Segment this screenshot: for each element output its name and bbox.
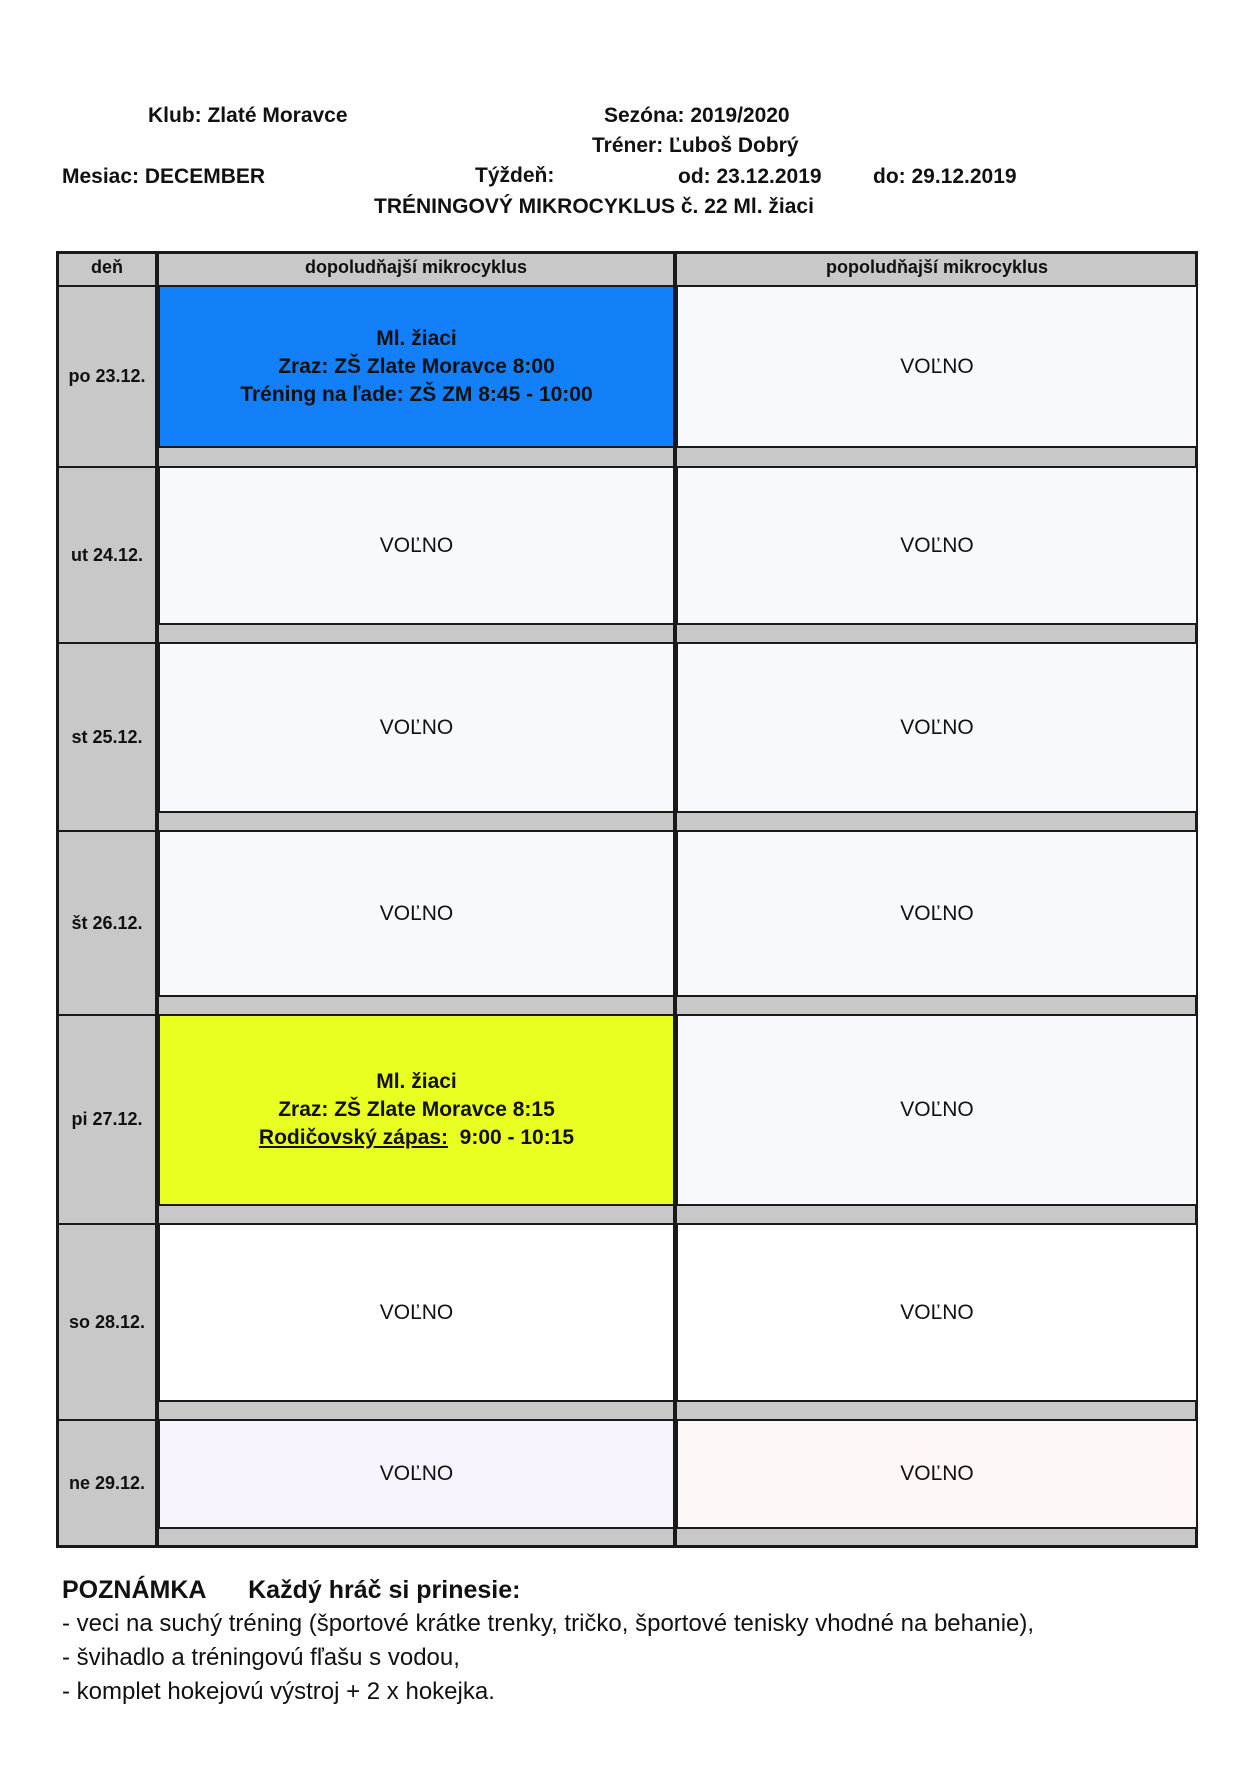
free-label: VOĽNO <box>379 1462 454 1485</box>
morning-cell <box>158 1223 675 1402</box>
free-label: VOĽNO <box>900 354 974 378</box>
col-header-afternoon: popoludňajší mikrocyklus <box>679 254 1195 280</box>
afternoon-cell <box>676 1419 1198 1529</box>
free-label: VOĽNO <box>900 1098 974 1121</box>
date-to: do: 29.12.2019 <box>873 165 1017 188</box>
match-info <box>259 1124 574 1152</box>
afternoon-cell <box>676 1223 1198 1402</box>
afternoon-cell <box>676 1014 1198 1206</box>
week-label: Týždeň: <box>475 164 555 187</box>
page-title: TRÉNINGOVÝ MIKROCYKLUS č. 22 Ml. žiaci <box>374 195 814 218</box>
day-cell: ut 24.12. <box>59 466 155 642</box>
free-label: VOĽNO <box>900 1300 974 1324</box>
day-cell: št 26.12. <box>59 830 155 1014</box>
group-label: Ml. žiaci <box>376 1070 457 1093</box>
day-cell: so 28.12. <box>59 1223 155 1419</box>
season-label: Sezóna: 2019/2020 <box>604 104 790 127</box>
afternoon-cell <box>676 285 1198 448</box>
morning-cell-match <box>158 1014 675 1206</box>
club-label: Klub: Zlaté Moravce <box>148 104 348 127</box>
month-label: Mesiac: DECEMBER <box>62 165 266 188</box>
coach-label: Tréner: Ľuboš Dobrý <box>592 134 799 157</box>
col-header-morning: dopoludňajší mikrocyklus <box>159 254 673 280</box>
group-label: Ml. žiaci <box>376 326 457 350</box>
day-cell: ne 29.12. <box>59 1419 155 1545</box>
note-subtitle: Každý hráč si prinesie: <box>248 1576 521 1604</box>
free-label: VOĽNO <box>900 901 974 925</box>
morning-cell <box>158 830 675 997</box>
note-line: - veci na suchý tréning (športové krátke trenky, tričko, športové tenisky vhodné na behanie), <box>62 1610 1035 1637</box>
note-line: - komplet hokejovú výstroj + 2 x hokejka. <box>62 1678 495 1705</box>
day-cell: pi 27.12. <box>59 1014 155 1223</box>
free-label: VOĽNO <box>379 715 454 739</box>
col-header-day: deň <box>59 254 155 280</box>
schedule-table <box>56 251 1198 1548</box>
free-label: VOĽNO <box>900 715 974 739</box>
match-time: 9:00 - 10:15 <box>459 1126 575 1149</box>
free-label: VOĽNO <box>900 1462 974 1485</box>
note-line: - švihadlo a tréningovú fľašu s vodou, <box>62 1644 460 1671</box>
morning-cell <box>158 466 675 625</box>
date-from: od: 23.12.2019 <box>678 165 822 188</box>
afternoon-cell <box>676 466 1198 625</box>
afternoon-cell <box>676 830 1198 997</box>
morning-cell <box>158 642 675 813</box>
meeting-info: Zraz: ZŠ Zlate Moravce 8:00 <box>278 354 555 378</box>
morning-cell-training <box>158 285 675 448</box>
ice-training-info: Tréning na ľade: ZŠ ZM 8:45 - 10:00 <box>240 382 593 406</box>
free-label: VOĽNO <box>379 1300 454 1324</box>
note-title: POZNÁMKA <box>62 1576 207 1604</box>
free-label: VOĽNO <box>379 901 454 925</box>
free-label: VOĽNO <box>379 533 454 557</box>
morning-cell <box>158 1419 675 1529</box>
match-label: Rodičovský zápas: <box>258 1126 448 1149</box>
afternoon-cell <box>676 642 1198 813</box>
day-cell: st 25.12. <box>59 642 155 830</box>
meeting-info: Zraz: ZŠ Zlate Moravce 8:15 <box>278 1098 555 1121</box>
note-heading <box>62 1576 520 1605</box>
day-cell: po 23.12. <box>59 285 155 466</box>
free-label: VOĽNO <box>900 533 974 557</box>
